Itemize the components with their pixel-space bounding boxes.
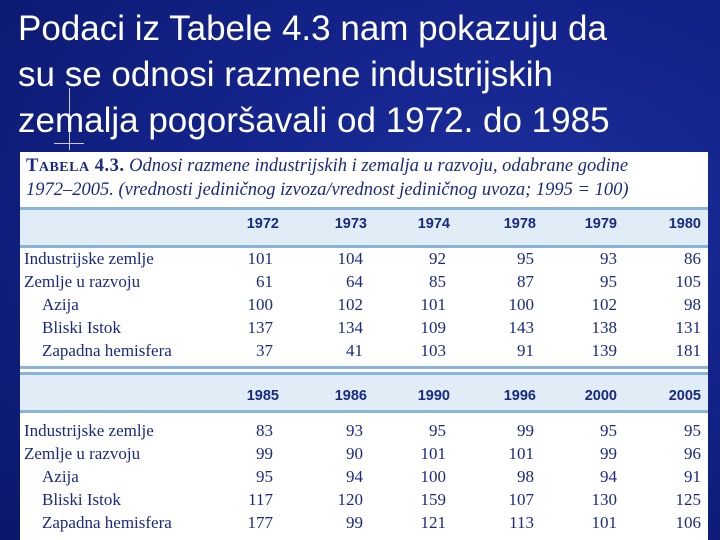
table-cell: 96: [684, 444, 701, 463]
table-cell: 103: [420, 341, 446, 360]
row-label: Bliski Istok: [42, 318, 121, 337]
table-cell: 99: [256, 444, 273, 463]
header-rule-bottom: [20, 410, 708, 413]
row-label: Azija: [42, 467, 79, 486]
table-caption: [26, 155, 706, 202]
row-label: Azija: [42, 295, 79, 314]
table-cell: 117: [248, 490, 273, 509]
caption-line-2: 1972–2005. (vrednosti jediničnog izvoza/vrednost jediničnog uvoza; 1995 = 100): [26, 180, 629, 200]
table-cell: 91: [684, 467, 701, 486]
table-cell: 100: [508, 295, 534, 314]
section-divider-rule: [20, 366, 708, 369]
table-cell: 64: [346, 272, 363, 291]
table-cell: 99: [346, 513, 363, 532]
table-cell: 101: [508, 444, 534, 463]
table-cell: 159: [420, 490, 446, 509]
header-rule-top: [20, 207, 708, 210]
year-header: 1974: [417, 216, 450, 232]
table-cell: 99: [600, 444, 617, 463]
table-cell: 137: [247, 318, 273, 337]
table-cell: 101: [591, 513, 617, 532]
year-header: 1990: [417, 388, 450, 404]
table-cell: 95: [517, 249, 534, 268]
table-cell: 121: [420, 513, 446, 532]
header-rule-top: [20, 372, 708, 375]
table-cell: 120: [337, 490, 363, 509]
year-header: 1978: [503, 216, 536, 232]
table-cell: 107: [508, 490, 534, 509]
table-cell: 92: [429, 249, 446, 268]
table-cell: 100: [420, 467, 446, 486]
year-header: 1996: [503, 388, 536, 404]
year-header: 1980: [668, 216, 701, 232]
row-label: Industrijske zemlje: [24, 249, 154, 268]
table-cell: 139: [591, 341, 617, 360]
table-cell: 131: [675, 318, 701, 337]
table-cell: 104: [337, 249, 363, 268]
table-cell: 85: [429, 272, 446, 291]
table-cell: 101: [247, 249, 273, 268]
year-header: 1979: [584, 216, 617, 232]
year-header: 2000: [584, 388, 617, 404]
table-cell: 91: [517, 341, 534, 360]
row-label: Bliski Istok: [42, 490, 121, 509]
table-cell: 93: [600, 249, 617, 268]
table-cell: 90: [346, 444, 363, 463]
table-cell: 143: [508, 318, 534, 337]
table-cell: 95: [256, 467, 273, 486]
table-cell: 98: [517, 467, 534, 486]
table-cell: 95: [600, 421, 617, 440]
table-cell: 130: [591, 490, 617, 509]
table-cell: 87: [517, 272, 534, 291]
table-cell: 41: [346, 341, 363, 360]
table-cell: 94: [346, 467, 363, 486]
table-cell: 95: [684, 421, 701, 440]
row-label: Zemlje u razvoju: [24, 272, 141, 291]
year-header: 2005: [668, 388, 701, 404]
table-label: TABELA 4.3.: [26, 156, 125, 176]
table-cell: 105: [675, 272, 701, 291]
table-cell: 134: [337, 318, 363, 337]
table-cell: 94: [600, 467, 617, 486]
year-header: 1972: [246, 216, 279, 232]
table-cell: 138: [591, 318, 617, 337]
table-4-3-image: [20, 152, 708, 540]
table-cell: 99: [517, 421, 534, 440]
year-header: 1986: [334, 388, 367, 404]
table-cell: 86: [684, 249, 701, 268]
table-cell: 83: [256, 421, 273, 440]
row-label: Zemlje u razvoju: [24, 444, 141, 463]
row-label: Zapadna hemisfera: [42, 341, 172, 360]
table-cell: 106: [675, 513, 701, 532]
year-header: 1985: [246, 388, 279, 404]
table-cell: 101: [420, 295, 446, 314]
row-label: Industrijske zemlje: [24, 421, 154, 440]
table-cell: 98: [684, 295, 701, 314]
slide-title: [18, 6, 718, 144]
caption-line-1: Odnosi razmene industrijskih i zemalja u razvoju, odabrane godine: [129, 156, 629, 176]
table-cell: 95: [600, 272, 617, 291]
header-rule-bottom: [20, 245, 708, 248]
slide-title-line-1: Podaci iz Tabele 4.3 nam pokazuju da: [18, 9, 607, 48]
table-cell: 181: [675, 341, 701, 360]
table-cell: 61: [256, 272, 273, 291]
table-cell: 113: [509, 513, 534, 532]
slide-title-line-3: zemalja pogoršavali od 1972. do 1985: [18, 101, 610, 140]
row-label: Zapadna hemisfera: [42, 513, 172, 532]
table-cell: 102: [337, 295, 363, 314]
table-cell: 95: [429, 421, 446, 440]
table-cell: 177: [247, 513, 273, 532]
slide-title-line-2: su se odnosi razmene industrijskih: [18, 55, 553, 94]
table-cell: 109: [420, 318, 446, 337]
year-header: 1973: [334, 216, 367, 232]
table-cell: 101: [420, 444, 446, 463]
table-cell: 125: [675, 490, 701, 509]
table-cell: 37: [256, 341, 273, 360]
table-cell: 100: [247, 295, 273, 314]
table-cell: 102: [591, 295, 617, 314]
table-cell: 93: [346, 421, 363, 440]
